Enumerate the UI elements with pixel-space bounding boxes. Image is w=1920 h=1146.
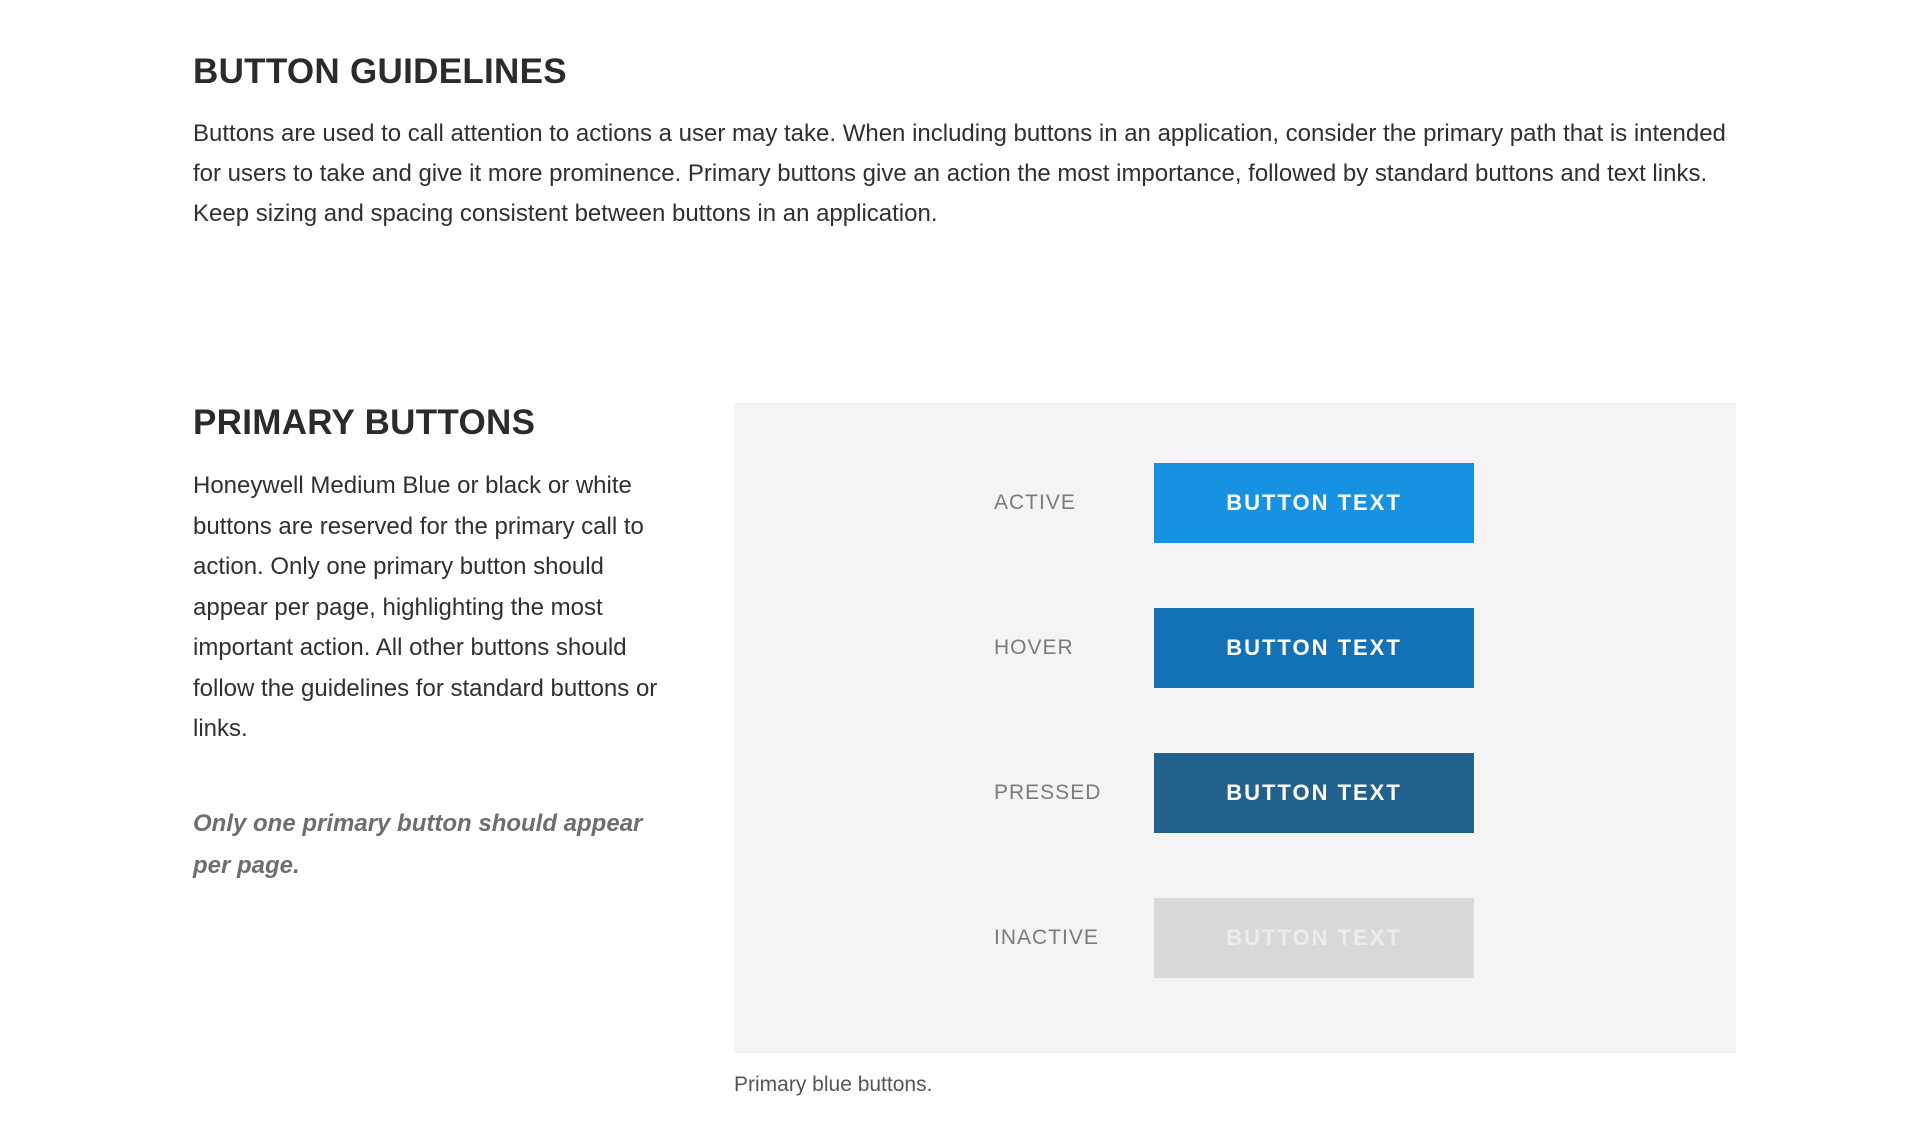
demo-caption: Primary blue buttons. [734,1073,933,1096]
primary-buttons-description: Honeywell Medium Blue or black or white buttons are reserved for the primary call to action. Only one primary button should appear per page, highlighting the most important action. All other buttons should follow the guidelines for standard buttons or links. [193,472,658,742]
state-label-inactive: INACTIVE [994,926,1099,949]
state-row-inactive [734,898,1736,978]
pressed-demo-button[interactable]: BUTTON TEXT [1154,753,1474,833]
state-row-hover [734,608,1736,688]
state-label-hover: HOVER [994,636,1074,659]
primary-buttons-heading: PRIMARY BUTTONS [193,403,536,442]
button-guidelines-heading: BUTTON GUIDELINES [193,52,567,91]
state-row-pressed [734,753,1736,833]
active-demo-button[interactable]: BUTTON TEXT [1154,463,1474,543]
hover-demo-button[interactable]: BUTTON TEXT [1154,608,1474,688]
button-states-demo-panel [734,403,1736,1053]
button-guidelines-description: Buttons are used to call attention to actions a user may take. When including buttons in an application, consider the primary path that is intended for users to take and give it more prominence. Primary buttons give an action the most importance, followed by standard buttons and text links. Keep sizing and spacing consistent between buttons in an application. [193,120,1726,227]
state-label-active: ACTIVE [994,491,1076,514]
inactive-demo-button: BUTTON TEXT [1154,898,1474,978]
state-row-active [734,463,1736,543]
state-label-pressed: PRESSED [994,781,1102,804]
primary-buttons-note: Only one primary button should appear per page. [193,810,643,879]
